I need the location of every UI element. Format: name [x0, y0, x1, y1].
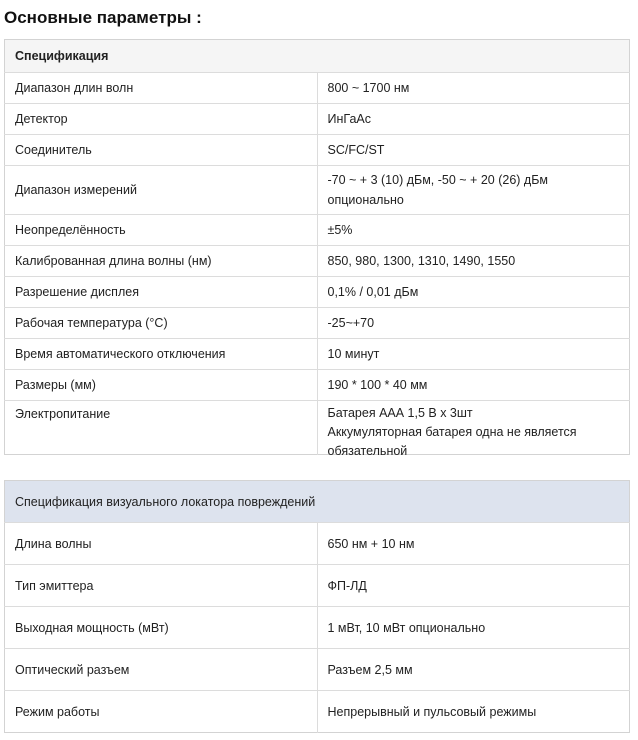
param-value: ИнГаАс: [317, 104, 630, 135]
param-name: Тип эмиттера: [5, 565, 318, 607]
table-row: [5, 104, 630, 135]
table-row: [5, 370, 630, 401]
table-row: [5, 246, 630, 277]
param-value: 1 мВт, 10 мВт опционально: [317, 607, 630, 649]
param-name: Длина волны: [5, 523, 318, 565]
specification-table: [4, 39, 630, 458]
table-row: [5, 73, 630, 104]
param-name: Режим работы: [5, 691, 318, 733]
table-row: [5, 308, 630, 339]
param-name: Калиброванная длина волны (нм): [5, 246, 318, 277]
param-value: 800 ~ 1700 нм: [317, 73, 630, 104]
table-row: [5, 277, 630, 308]
param-name: Детектор: [5, 104, 318, 135]
param-value: SC/FC/ST: [317, 135, 630, 166]
vfl-specification-table: [4, 480, 630, 733]
param-name: Оптический разъем: [5, 649, 318, 691]
table-row: [5, 339, 630, 370]
table-row: [5, 607, 630, 649]
page-title: Основные параметры :: [4, 8, 202, 27]
param-value: 0,1% / 0,01 дБм: [317, 277, 630, 308]
table-row: [5, 166, 630, 215]
param-name: Диапазон длин волн: [5, 73, 318, 104]
param-value: Непрерывный и пульсовый режимы: [317, 691, 630, 733]
value-line: обязательной: [327, 444, 408, 458]
param-name: Разрешение дисплея: [5, 277, 318, 308]
param-value: [317, 401, 630, 458]
param-value: ±5%: [317, 215, 630, 246]
param-name: Электропитание: [5, 401, 318, 455]
param-value: 10 минут: [317, 339, 630, 370]
table-header-row: [5, 481, 630, 523]
table-header-row: [5, 40, 630, 73]
value-line: Батарея ААА 1,5 В х 3шт: [327, 406, 473, 420]
param-name: Диапазон измерений: [5, 166, 318, 215]
table-row: [5, 135, 630, 166]
param-value: 190 * 100 * 40 мм: [317, 370, 630, 401]
param-value: 850, 980, 1300, 1310, 1490, 1550: [317, 246, 630, 277]
value-line: Аккумуляторная батарея одна не является: [327, 425, 577, 439]
table-row: [5, 401, 630, 455]
param-value: Разъем 2,5 мм: [317, 649, 630, 691]
param-value: -70 ~ + 3 (10) дБм, -50 ~ + 20 (26) дБм опционально: [317, 166, 630, 215]
param-name: Выходная мощность (мВт): [5, 607, 318, 649]
power-supply-value: [327, 404, 620, 458]
param-value: ФП-ЛД: [317, 565, 630, 607]
param-name: Размеры (мм): [5, 370, 318, 401]
table-header: Спецификация визуального локатора повреждений: [5, 481, 630, 523]
table-row: [5, 649, 630, 691]
param-name: Рабочая температура (°C): [5, 308, 318, 339]
table-row: [5, 523, 630, 565]
table-row: [5, 691, 630, 733]
param-value: 650 нм + 10 нм: [317, 523, 630, 565]
param-name: Время автоматического отключения: [5, 339, 318, 370]
table-row: [5, 565, 630, 607]
table-header: Спецификация: [5, 40, 630, 73]
param-name: Неопределённость: [5, 215, 318, 246]
param-value: -25~+70: [317, 308, 630, 339]
table-row: [5, 215, 630, 246]
param-name: Соединитель: [5, 135, 318, 166]
